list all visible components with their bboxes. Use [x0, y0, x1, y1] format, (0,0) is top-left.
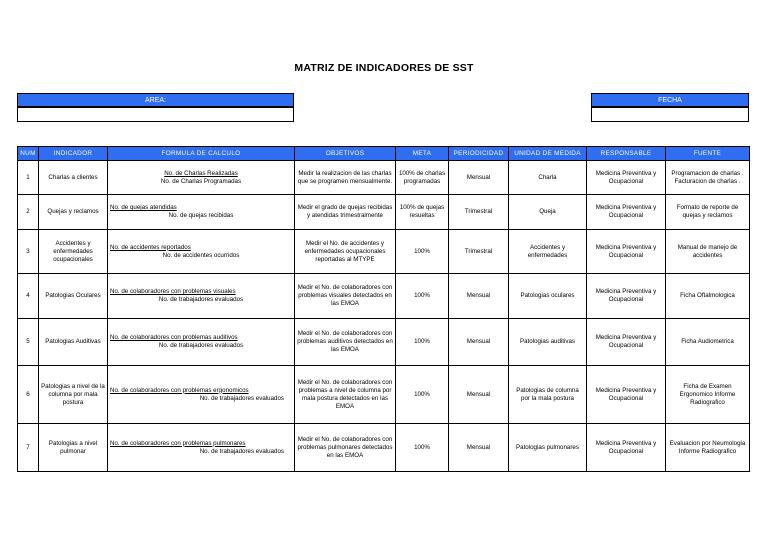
formula-denominator: No. de Charlas Programadas [160, 177, 242, 185]
table-row [18, 274, 750, 319]
cell-periodicidad: Trimestral [449, 230, 509, 274]
formula-numerator: No. de colaboradores con problemas visuales [110, 288, 236, 295]
cell-responsable: Medicina Preventiva y Ocupacional [587, 319, 666, 366]
document-title: MATRIZ DE INDICADORES DE SST [294, 62, 474, 74]
cell-fuente: Ficha de Examen Ergonomico Informe Radiografico [666, 366, 750, 424]
cell-periodicidad: Mensual [449, 319, 509, 366]
cell-responsable: Medicina Preventiva y Ocupacional [587, 366, 666, 424]
formula-denominator: No. de quejas recibidas [168, 212, 234, 219]
cell-meta: 100% [396, 319, 449, 366]
cell-periodicidad: Trimestral [449, 195, 509, 230]
formula-denominator: No. de trabajadores evaluados [199, 394, 284, 402]
indicator-matrix [17, 146, 750, 472]
cell-fuente: Evaluacion por Neumologia Informe Radiografico [666, 424, 750, 472]
col-meta: META [396, 147, 449, 161]
cell-objetivos: Medir el No. de accidentes y enfermedades ocupacionales reportadas al MTYPE [295, 230, 396, 274]
cell-unidad: Patologias pulmonares [509, 424, 587, 472]
col-indicador: INDICADOR [39, 147, 108, 161]
area-field[interactable] [17, 107, 294, 122]
cell-periodicidad: Mensual [449, 161, 509, 195]
formula-numerator: No. de colaboradores con problemas ergonomicos [110, 386, 249, 394]
cell-indicador: Patologias Oculares [39, 274, 108, 319]
cell-meta: 100% de quejas resueltas [396, 195, 449, 230]
cell-periodicidad: Mensual [449, 366, 509, 424]
cell-responsable: Medicina Preventiva y Ocupacional [587, 274, 666, 319]
formula-denominator: No. de accidentes ocurridos [162, 251, 240, 259]
cell-objetivos: Medir el No. de colaboradores con problemas visuales detectados en las EMOA [295, 274, 396, 319]
fecha-label: FECHA [591, 93, 749, 107]
formula-numerator: No. de Charlas Realizadas [164, 169, 238, 177]
cell-unidad: Accidentes y enfermedades [509, 230, 587, 274]
cell-formula [108, 195, 295, 230]
formula-denominator: No. de trabajadores evaluados [158, 296, 244, 303]
cell-fuente: Ficha Oftalmologica [666, 274, 750, 319]
cell-indicador: Patologias Auditivas [39, 319, 108, 366]
cell-formula [108, 230, 295, 274]
table-row [18, 424, 750, 472]
cell-num: 6 [18, 366, 39, 424]
formula-numerator: No. de quejas atendidas [110, 204, 177, 211]
formula-numerator: No. de colaboradores con problemas auditivos [110, 334, 238, 341]
cell-indicador: Patologias a nivel de la columna por mala postura [39, 366, 108, 424]
formula-denominator: No. de trabajadores evaluados [158, 342, 244, 349]
cell-responsable: Medicina Preventiva y Ocupacional [587, 161, 666, 195]
cell-meta: 100% [396, 230, 449, 274]
cell-fuente: Ficha Audiometrica [666, 319, 750, 366]
cell-fuente: Formato de reporte de quejas y reclamos [666, 195, 750, 230]
formula-numerator: No. de colaboradores con problemas pulmonares [110, 439, 246, 447]
cell-objetivos: Medir el No. de colaboradores con problemas auditivos detectados en las EMOA [295, 319, 396, 366]
cell-objetivos: Medir el No. de colaboradores con problemas pulmonares detectados en las EMOA [295, 424, 396, 472]
cell-unidad: Patologias de columna por la mala postura [509, 366, 587, 424]
cell-num: 1 [18, 161, 39, 195]
cell-num: 2 [18, 195, 39, 230]
cell-num: 4 [18, 274, 39, 319]
cell-formula [108, 319, 295, 366]
formula-numerator: No. de accidentes reportados [110, 243, 191, 251]
cell-formula [108, 366, 295, 424]
cell-formula [108, 274, 295, 319]
area-label: AREA: [17, 93, 294, 107]
col-fuente: FUENTE [666, 147, 750, 161]
col-responsable: RESPONSABLE [587, 147, 666, 161]
table-row [18, 366, 750, 424]
table-row [18, 319, 750, 366]
table-row [18, 195, 750, 230]
cell-unidad: Patologias auditivas [509, 319, 587, 366]
cell-formula [108, 424, 295, 472]
cell-responsable: Medicina Preventiva y Ocupacional [587, 195, 666, 230]
cell-fuente: Manual de manejo de accidentes [666, 230, 750, 274]
cell-periodicidad: Mensual [449, 424, 509, 472]
cell-indicador: Patologias a nivel pulmonar [39, 424, 108, 472]
col-periodicidad: PERIODICIDAD [449, 147, 509, 161]
cell-unidad: Queja [509, 195, 587, 230]
cell-num: 5 [18, 319, 39, 366]
cell-meta: 100% [396, 274, 449, 319]
cell-responsable: Medicina Preventiva y Ocupacional [587, 230, 666, 274]
table-row [18, 161, 750, 195]
cell-meta: 100% [396, 366, 449, 424]
cell-objetivos: Medir el No. de colaboradores con problemas a nivel de columna por mala postura detectados en las EMOA [295, 366, 396, 424]
cell-objetivos: Medir el grado de quejas recibidas y atendidas trimestralmente [295, 195, 396, 230]
fecha-field[interactable] [591, 107, 749, 122]
cell-meta: 100% [396, 424, 449, 472]
table-row [18, 230, 750, 274]
header-row [18, 147, 750, 161]
cell-responsable: Medicina Preventiva y Ocupacional [587, 424, 666, 472]
cell-indicador: Accidentes y enfermedades ocupacionales [39, 230, 108, 274]
cell-num: 3 [18, 230, 39, 274]
cell-unidad: Patologias oculares [509, 274, 587, 319]
col-objetivos: OBJETIVOS [295, 147, 396, 161]
cell-periodicidad: Mensual [449, 274, 509, 319]
cell-num: 7 [18, 424, 39, 472]
cell-formula [108, 161, 295, 195]
cell-indicador: Charlas a clientes [39, 161, 108, 195]
cell-meta: 100% de charlas programadas [396, 161, 449, 195]
formula-denominator: No. de trabajadores evaluados [199, 447, 284, 455]
cell-fuente: Programacion de charlas . Facturacion de charlas . [666, 161, 750, 195]
col-num: NUM [18, 147, 39, 161]
cell-unidad: Charla [509, 161, 587, 195]
cell-indicador: Quejas y reclamos [39, 195, 108, 230]
cell-objetivos: Medir la realizacion de las charlas que se programen mensualmente. [295, 161, 396, 195]
col-formula: FORMULA DE CALCULO [108, 147, 295, 161]
col-unidad: UNIDAD DE MEDIDA [509, 147, 587, 161]
